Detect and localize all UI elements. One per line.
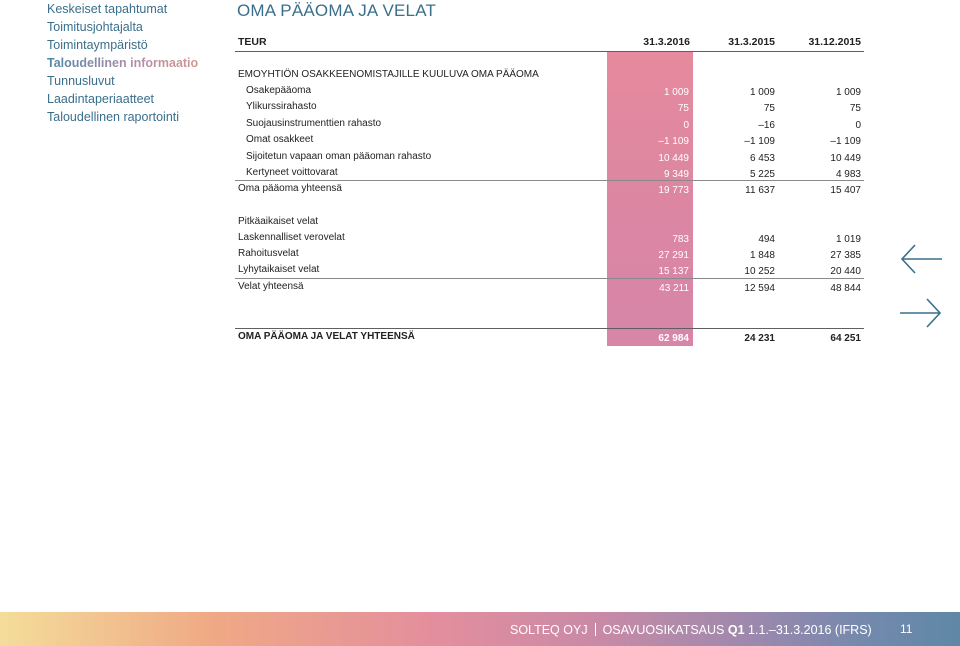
row-value-col-1: 15 137	[658, 266, 689, 277]
row-label: Pitkäaikaiset velat	[238, 216, 319, 227]
row-value-col-3: 27 385	[830, 250, 861, 261]
row-value-col-3: 20 440	[830, 266, 861, 277]
row-value-col-3: 15 407	[830, 185, 861, 196]
row-value-col-1: 19 773	[658, 185, 689, 196]
sidebar-item-taloudellinen-informaatio[interactable]: Taloudellinen informaatio	[47, 54, 217, 72]
row-value-col-3: –1 109	[830, 136, 861, 147]
arrow-left-icon[interactable]	[899, 242, 943, 276]
table-row	[235, 262, 864, 278]
footer-quarter: Q1	[727, 623, 745, 637]
row-value-col-1: 27 291	[658, 250, 689, 261]
row-value-col-1: –1 109	[658, 136, 689, 147]
row-label: EMOYHTIÖN OSAKKEENOMISTAJILLE KUULUVA OMA PÄÄOMA	[238, 69, 539, 80]
table-row-total	[235, 181, 864, 197]
row-value-col-1: 43 211	[659, 283, 689, 294]
row-value-col-2: 1 009	[749, 87, 775, 98]
sidebar-item-toimitusjohtajalta[interactable]: Toimitusjohtajalta	[47, 20, 143, 34]
footer-report-title	[510, 623, 872, 637]
sidebar-item-taloudellinen-raportointi[interactable]: Taloudellinen raportointi	[47, 110, 180, 124]
row-value-col-3: 0	[855, 120, 861, 131]
table-header	[235, 34, 864, 50]
sidebar-item-laadintaperiaatteet[interactable]: Laadintaperiaatteet	[47, 92, 155, 106]
footer-period: 1.1.–31.3.2016 (IFRS)	[748, 623, 872, 637]
header-divider	[235, 51, 864, 52]
row-value-col-2: 1 848	[749, 250, 775, 261]
row-label: Kertyneet voittovarat	[246, 167, 338, 178]
row-label: OMA PÄÄOMA JA VELAT YHTEENSÄ	[238, 331, 415, 342]
row-value-col-2: 75	[763, 103, 775, 114]
page-title: OMA PÄÄOMA JA VELAT	[237, 1, 437, 20]
row-value-col-2: 494	[758, 234, 775, 245]
row-label: Laskennalliset verovelat	[238, 232, 345, 243]
sidebar-item-tunnusluvut[interactable]: Tunnusluvut	[47, 74, 115, 88]
row-value-col-3: 4 983	[835, 169, 861, 180]
row-value-col-3: 10 449	[830, 153, 861, 164]
row-value-col-2: –1 109	[744, 136, 775, 147]
row-value-col-3: 1 019	[835, 234, 861, 245]
row-value-col-1: 75	[677, 103, 689, 114]
table-row	[235, 67, 864, 83]
table-row	[235, 116, 864, 132]
table-row	[235, 83, 864, 99]
row-label: Lyhytaikaiset velat	[238, 264, 320, 275]
table-row	[235, 165, 864, 181]
sidebar-item-toimintaymparisto[interactable]: Toimintaympäristö	[47, 38, 148, 52]
arrow-right-icon[interactable]	[899, 296, 943, 330]
row-value-col-2: –16	[758, 120, 775, 131]
row-value-col-2: 11 637	[745, 185, 775, 196]
footer-company: SOLTEQ OYJ	[510, 623, 588, 637]
row-value-col-1: 62 984	[658, 333, 689, 344]
sidebar-item-keskeiset-tapahtumat[interactable]: Keskeiset tapahtumat	[47, 2, 168, 16]
row-label: Velat yhteensä	[238, 281, 304, 292]
row-label: Omat osakkeet	[246, 134, 314, 145]
row-value-col-2: 10 252	[744, 266, 775, 277]
row-value-col-1: 0	[683, 120, 689, 131]
row-label: Sijoitetun vapaan oman pääoman rahasto	[246, 151, 432, 162]
row-value-col-2: 24 231	[744, 333, 775, 344]
row-value-col-1: 9 349	[663, 169, 689, 180]
table-row	[235, 230, 864, 246]
table-row	[235, 214, 864, 230]
row-value-col-3: 75	[849, 103, 861, 114]
row-label: Osakepääoma	[246, 85, 312, 96]
header-col-1: 31.3.2016	[643, 36, 690, 48]
row-value-col-3: 64 251	[830, 333, 861, 344]
header-col-2: 31.3.2015	[728, 36, 775, 48]
page-number: 11	[900, 622, 913, 636]
table-row	[235, 246, 864, 262]
row-value-col-1: 1 009	[663, 87, 689, 98]
row-label: Rahoitusvelat	[238, 248, 299, 259]
row-value-col-1: 10 449	[658, 153, 689, 164]
row-label: Suojausinstrumenttien rahasto	[246, 118, 382, 129]
row-value-col-2: 6 453	[749, 153, 775, 164]
footer-report: OSAVUOSIKATSAUS	[602, 623, 725, 637]
footer-separator	[595, 623, 596, 636]
row-label: Oma pääoma yhteensä	[238, 183, 342, 194]
table-row	[235, 132, 864, 148]
row-value-col-2: 5 225	[749, 169, 775, 180]
header-col-3: 31.12.2015	[808, 36, 861, 48]
row-value-col-3: 1 009	[835, 87, 861, 98]
sidebar-nav	[47, 0, 217, 126]
row-value-col-2: 12 594	[744, 283, 775, 294]
header-unit: TEUR	[238, 36, 267, 48]
table-row-grand-total	[235, 329, 864, 345]
table-row-total	[235, 279, 864, 295]
table-row	[235, 149, 864, 165]
row-label: Ylikurssirahasto	[246, 101, 317, 112]
row-value-col-1: 783	[672, 234, 689, 245]
table-row	[235, 99, 864, 115]
footer-bar	[0, 612, 960, 646]
page-navigation	[899, 242, 945, 330]
row-value-col-3: 48 844	[830, 283, 861, 294]
